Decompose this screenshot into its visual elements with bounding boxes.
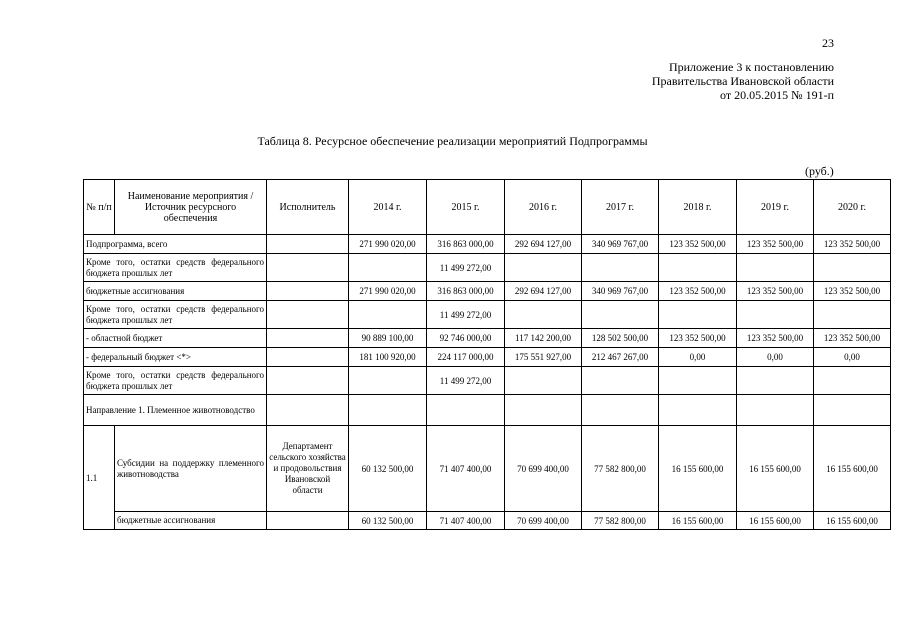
- cell-value: 271 990 020,00: [349, 235, 427, 254]
- cell-value: [814, 254, 891, 282]
- cell-value: [659, 395, 737, 426]
- cell-value: 123 352 500,00: [814, 329, 891, 348]
- row-label: Кроме того, остатки средств федерального бюджета прошлых лет: [84, 254, 267, 282]
- cell-value: [737, 395, 814, 426]
- appendix-line: Правительства Ивановской области: [651, 74, 834, 88]
- cell-value: 123 352 500,00: [737, 282, 814, 301]
- cell-value: 123 352 500,00: [737, 329, 814, 348]
- cell-value: 71 407 400,00: [427, 512, 505, 530]
- cell-value: 70 699 400,00: [505, 512, 582, 530]
- cell-value: [659, 367, 737, 395]
- cell-value: 123 352 500,00: [659, 282, 737, 301]
- item-executor: Департамент сельского хозяйства и продовольствия Ивановской области: [267, 426, 349, 512]
- cell-value: [814, 395, 891, 426]
- header-year: 2017 г.: [582, 180, 659, 235]
- header-row: [84, 180, 891, 235]
- row-executor: [267, 348, 349, 367]
- appendix-line: Приложение 3 к постановлению: [668, 60, 834, 74]
- page-number: 23: [822, 36, 834, 50]
- cell-value: [582, 367, 659, 395]
- resource-table: [83, 179, 891, 530]
- cell-value: [427, 395, 505, 426]
- cell-value: [582, 254, 659, 282]
- cell-value: 16 155 600,00: [737, 426, 814, 512]
- table-title: Таблица 8. Ресурсное обеспечение реализации мероприятий Подпрограммы: [257, 134, 648, 148]
- appendix-header: [652, 60, 834, 102]
- cell-value: 292 694 127,00: [505, 235, 582, 254]
- section-label: Направление 1. Племенное животноводство: [84, 395, 267, 426]
- cell-value: [505, 367, 582, 395]
- table-row: [84, 348, 891, 367]
- cell-value: [349, 395, 427, 426]
- cell-value: 181 100 920,00: [349, 348, 427, 367]
- row-executor: [267, 235, 349, 254]
- cell-value: [814, 367, 891, 395]
- header-year: 2019 г.: [737, 180, 814, 235]
- cell-value: 16 155 600,00: [659, 426, 737, 512]
- cell-value: [737, 301, 814, 329]
- cell-value: 123 352 500,00: [659, 329, 737, 348]
- cell-value: 212 467 267,00: [582, 348, 659, 367]
- cell-value: 340 969 767,00: [582, 235, 659, 254]
- cell-value: 292 694 127,00: [505, 282, 582, 301]
- row-executor: [267, 254, 349, 282]
- cell-value: 92 746 000,00: [427, 329, 505, 348]
- table-row: [84, 301, 891, 329]
- cell-value: 117 142 200,00: [505, 329, 582, 348]
- cell-value: 16 155 600,00: [814, 426, 891, 512]
- header-name: Наименование мероприятия / Источник ресурсного обеспечения: [115, 180, 267, 235]
- row-label: Кроме того, остатки средств федерального бюджета прошлых лет: [84, 367, 267, 395]
- cell-value: 60 132 500,00: [349, 512, 427, 530]
- row-label: Подпрограмма, всего: [84, 235, 267, 254]
- appendix-line: от 20.05.2015 № 191-п: [720, 88, 834, 102]
- table-row: [84, 235, 891, 254]
- cell-value: 0,00: [659, 348, 737, 367]
- cell-value: [505, 395, 582, 426]
- item-name: Субсидии на поддержку племенного животноводства: [115, 426, 267, 512]
- cell-value: 123 352 500,00: [659, 235, 737, 254]
- cell-value: 0,00: [737, 348, 814, 367]
- cell-value: 71 407 400,00: [427, 426, 505, 512]
- row-label: - областной бюджет: [84, 329, 267, 348]
- cell-value: [505, 254, 582, 282]
- cell-value: 271 990 020,00: [349, 282, 427, 301]
- row-executor: [267, 329, 349, 348]
- cell-value: 123 352 500,00: [814, 282, 891, 301]
- cell-value: 11 499 272,00: [427, 254, 505, 282]
- cell-value: 0,00: [814, 348, 891, 367]
- cell-value: [814, 301, 891, 329]
- cell-value: 224 117 000,00: [427, 348, 505, 367]
- cell-value: 123 352 500,00: [814, 235, 891, 254]
- cell-value: [349, 254, 427, 282]
- header-num: № п/п: [84, 180, 115, 235]
- item-sub-row: [84, 512, 891, 530]
- cell-value: 316 863 000,00: [427, 282, 505, 301]
- item-number: 1.1: [84, 426, 115, 530]
- row-executor: [267, 282, 349, 301]
- row-label: - федеральный бюджет <*>: [84, 348, 267, 367]
- section-row: [84, 395, 891, 426]
- cell-value: 123 352 500,00: [737, 235, 814, 254]
- cell-value: 16 155 600,00: [737, 512, 814, 530]
- row-executor: [267, 395, 349, 426]
- table-row: [84, 367, 891, 395]
- cell-value: 77 582 800,00: [582, 512, 659, 530]
- header-year: 2014 г.: [349, 180, 427, 235]
- table-row: [84, 329, 891, 348]
- cell-value: [659, 301, 737, 329]
- item-row: [84, 426, 891, 512]
- cell-value: 11 499 272,00: [427, 367, 505, 395]
- row-label: Кроме того, остатки средств федерального бюджета прошлых лет: [84, 301, 267, 329]
- row-label: бюджетные ассигнования: [84, 282, 267, 301]
- table-row: [84, 282, 891, 301]
- header-year: 2015 г.: [427, 180, 505, 235]
- cell-value: 340 969 767,00: [582, 282, 659, 301]
- cell-value: [659, 254, 737, 282]
- table-row: [84, 254, 891, 282]
- cell-value: 128 502 500,00: [582, 329, 659, 348]
- unit-label: (руб.): [805, 164, 834, 178]
- cell-value: [349, 301, 427, 329]
- row-executor: [267, 512, 349, 530]
- cell-value: 77 582 800,00: [582, 426, 659, 512]
- item-sub-label: бюджетные ассигнования: [115, 512, 267, 530]
- cell-value: 316 863 000,00: [427, 235, 505, 254]
- header-year: 2020 г.: [814, 180, 891, 235]
- cell-value: [737, 367, 814, 395]
- cell-value: 16 155 600,00: [659, 512, 737, 530]
- cell-value: [349, 367, 427, 395]
- row-executor: [267, 301, 349, 329]
- cell-value: [737, 254, 814, 282]
- row-executor: [267, 367, 349, 395]
- cell-value: [582, 301, 659, 329]
- cell-value: [505, 301, 582, 329]
- cell-value: 90 889 100,00: [349, 329, 427, 348]
- cell-value: 11 499 272,00: [427, 301, 505, 329]
- cell-value: [582, 395, 659, 426]
- cell-value: 60 132 500,00: [349, 426, 427, 512]
- header-year: 2016 г.: [505, 180, 582, 235]
- header-year: 2018 г.: [659, 180, 737, 235]
- header-executor: Исполнитель: [267, 180, 349, 235]
- cell-value: 70 699 400,00: [505, 426, 582, 512]
- cell-value: 175 551 927,00: [505, 348, 582, 367]
- cell-value: 16 155 600,00: [814, 512, 891, 530]
